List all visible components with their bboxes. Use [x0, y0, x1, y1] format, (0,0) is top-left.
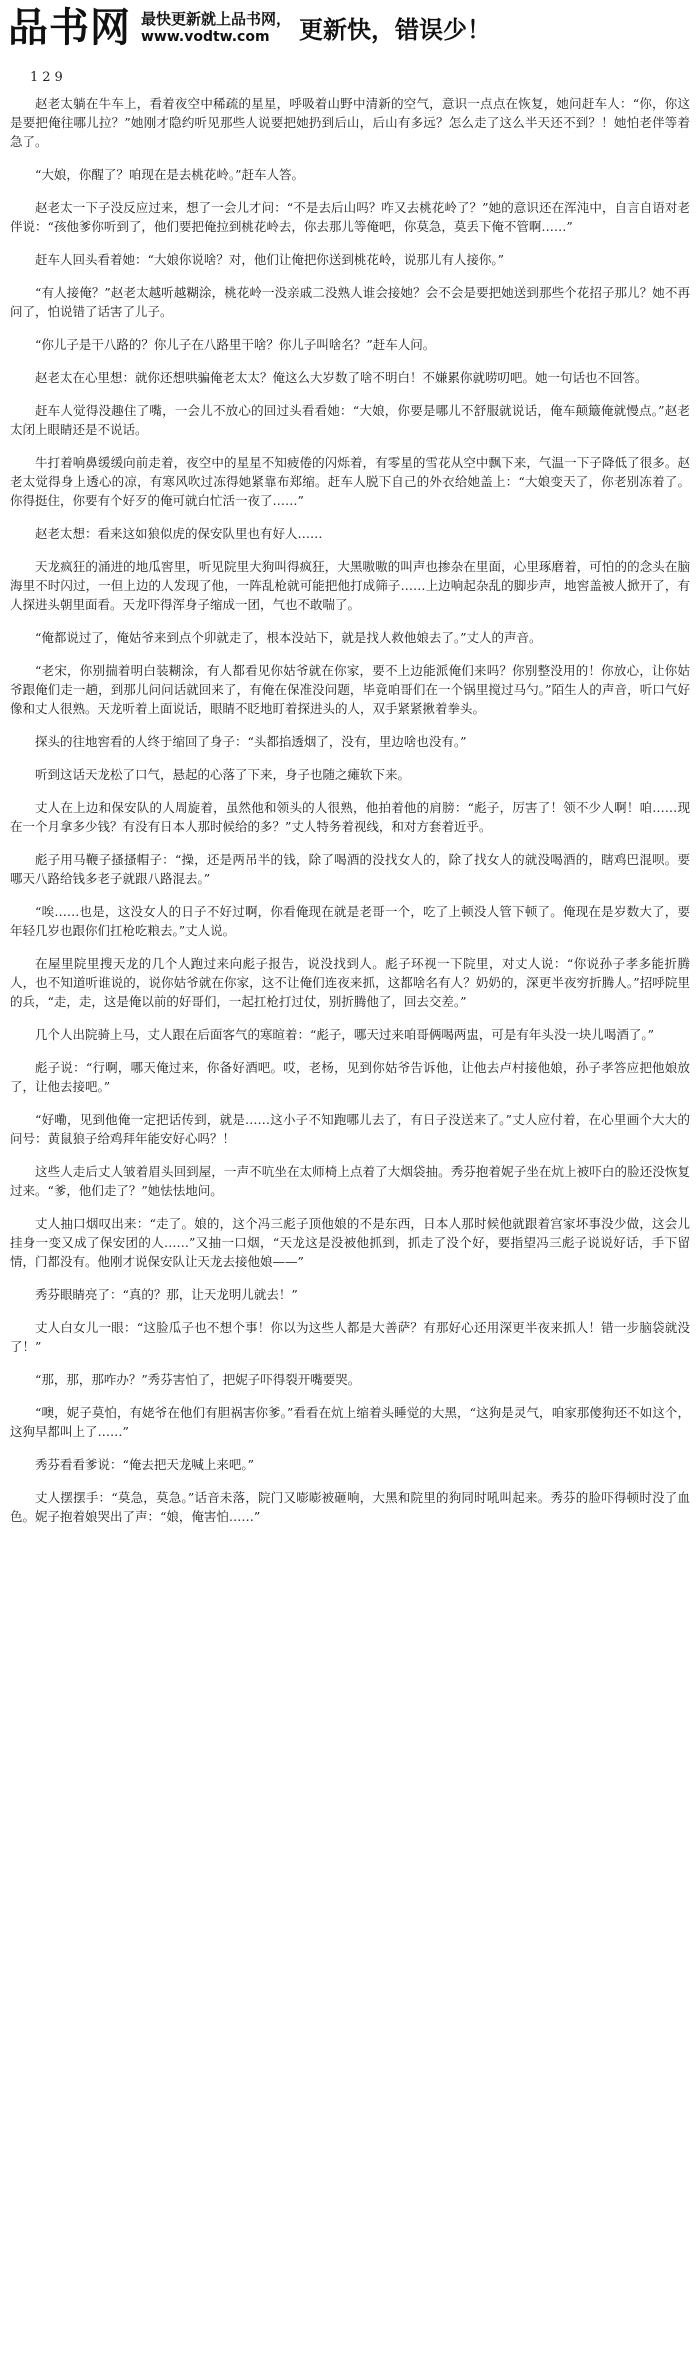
paragraph: 丈人抽口烟叹出来：“走了。娘的，这个冯三彪子顶他娘的不是东西，日本人那时候他就跟着宫家坏事没少做，这会儿挂身一变又成了保安团的人……”又抽一口烟，“天龙这是没被他抓到，抓走了没个好，要指望冯三彪子说说好话，手下留情，门都没有。他刚才说保安队让天龙去接他娘——”: [10, 1216, 690, 1269]
site-header: [0, 0, 700, 62]
chapter-number: 129: [30, 70, 67, 85]
site-slogan: 更新快，错误少！: [299, 16, 492, 44]
paragraph: “唉……也是，这没女人的日子不好过啊，你看俺现在就是老哥一个，吃了上顿没人管下顿了。俺现在是岁数大了，要年轻几岁也跟你们扛枪吃粮去。”丈人说。: [10, 904, 690, 938]
paragraph: 几个人出院骑上马，丈人跟在后面客气的寒暄着：“彪子，哪天过来咱哥俩喝两盅，可是有年头没一块儿喝酒了。”: [35, 1027, 655, 1042]
paragraph: 丈人白女儿一眼：“这脸瓜子也不想个事！你以为这些人都是大善萨？有那好心还用深更半夜来抓人！错一步脑袋就没了！”: [10, 1320, 690, 1354]
paragraph: 赶车人回头看着她：“大娘你说啥？对，他们让俺把你送到桃花岭，说那儿有人接你。”: [35, 252, 505, 267]
paragraph: 在屋里院里搜天龙的几个人跑过来向彪子报告，说没找到人。彪子环视一下院里，对丈人说：“你说孙子孝多能折腾人，也不知道听谁说的，说你姑爷就在你家，这不让俺们连夜来抓，这都啥名有人？奶奶的，深更半夜穷折腾人。”招呼院里的兵，“走，走，这是俺以前的好哥们，一起扛枪打过仗，别折腾他了，回去交差。”: [10, 956, 690, 1009]
paragraph: 秀芬眼睛亮了：“真的？那，让天龙明儿就去！”: [35, 1287, 298, 1302]
paragraph: “噢，妮子莫怕，有姥爷在他们有胆祸害你爹。”看看在炕上缩着头睡觉的大黑，“这狗是灵气，咱家那傻狗还不如这个，这狗早都叫上了……”: [10, 1405, 690, 1439]
paragraph: 听到这话天龙松了口气，悬起的心落了下来，身子也随之瘫软下来。: [35, 767, 411, 782]
paragraph: 丈人摆摆手：“莫急，莫急。”话音未落，院门又嘭嘭被砸响，大黑和院里的狗同时吼叫起来。秀芬的脸吓得顿时没了血色。妮子抱着娘哭出了声：“娘，俺害怕……”: [10, 1490, 690, 1524]
paragraph: 丈人在上边和保安队的人周旋着，虽然他和领头的人很熟，他拍着他的肩膀：“彪子，厉害了！领不少人啊！咱……现在一个月拿多少钱？有没有日本人那时候给的多？”丈人特务着视线，和对方套着近乎。: [10, 800, 690, 834]
site-url[interactable]: www.vodtw.com: [141, 29, 270, 45]
paragraph: 牛打着响鼻缓缓向前走着，夜空中的星星不知疲倦的闪烁着，有零星的雪花从空中飘下来，气温一下子降低了很多。赵老太觉得身上透心的凉，有寒风吹过冻得她紧靠布郑缩。赶车人脱下自己的外衣给她盖上：“大娘变天了，你老别冻着了。你得挺住，你要有个好歹的俺可就白忙活一夜了……”: [10, 455, 690, 508]
paragraph: “大娘，你醒了？咱现在是去桃花岭。”赶车人答。: [35, 167, 305, 182]
paragraph: “老宋，你别揣着明白装糊涂，有人都看见你姑爷就在你家，要不上边能派俺们来吗？你别整没用的！你放心，让你姑爷跟俺们走一趟，到那儿问问话就回来了，有俺在保准没问题，毕竟咱哥们在一个锅里搅过马勺。”陌生人的声音，听口气好像和丈人很熟。天龙听着上面说话，眼睛不眨地盯着探进头的人，双手紧紧揪着拳头。: [10, 663, 690, 716]
tagline-block: [141, 10, 291, 46]
paragraph: “你儿子是干八路的？你儿子在八路里干啥？你儿子叫啥名？”赶车人问。: [35, 337, 436, 352]
paragraph: 赶车人觉得没趣住了嘴，一会儿不放心的回过头看看她：“大娘，你要是哪儿不舒服就说话，俺车颠簸俺就慢点。”赵老太闭上眼睛还是不说话。: [10, 403, 690, 437]
paragraph: 探头的往地窖看的人终于缩回了身子：“头都掐透烟了，没有，里边啥也没有。”: [35, 734, 467, 749]
site-tagline: 最快更新就上品书网，: [141, 10, 292, 28]
chapter-content: [10, 94, 690, 1540]
paragraph: “有人接俺？”赵老太越听越糊涂，桃花岭一没亲戚二没熟人谁会接她？会不会是要把她送到那些个花招子那儿？她不再问了，怕说错了话害了儿子。: [10, 285, 690, 319]
paragraph: 赵老太一下子没反应过来，想了一会儿才问：“不是去后山吗？咋又去桃花岭了？”她的意识还在浑沌中，自言自语对老伴说：“孩他爹你听到了，他们要把俺拉到桃花岭去，你去那儿等俺吧，你莫急，莫丢下俺不管啊……”: [10, 200, 690, 234]
paragraph: 秀芬看看爹说：“俺去把天龙喊上来吧。”: [35, 1457, 255, 1472]
paragraph: 彪子说：“行啊，哪天俺过来，你备好酒吧。哎，老杨，见到你姑爷告诉他，让他去卢村接他娘，孙子孝答应把他娘放了，让他去接吧。”: [10, 1060, 690, 1094]
paragraph: 天龙疯狂的涌进的地瓜窖里，听见院里大狗叫得疯狂，大黑嗷嗷的叫声也掺杂在里面，心里琢磨着，可怕的的念头在脑海里不时闪过，一但上边的人发现了他，一阵乱枪就可能把他打成筛子……上边响起杂乱的脚步声，地窖盖被人掀开了，有人探进头朝里面看。天龙吓得浑身子缩成一团，气也不敢喘了。: [10, 559, 690, 612]
paragraph: “俺都说过了，俺姑爷来到点个卯就走了，根本没站下，就是找人救他娘去了。”丈人的声音。: [35, 630, 542, 645]
paragraph: 赵老太想：看来这如狼似虎的保安队里也有好人……: [35, 526, 323, 541]
paragraph: 彪子用马鞭子搔搔帽子：“操，还是两吊半的钱，除了喝酒的没找女人的，除了找女人的就没喝酒的，瞎鸡巴混呗。要哪天八路给钱多老子就跟八路混去。”: [10, 852, 690, 886]
paragraph: 赵老太在心里想：就你还想哄骗俺老太太？俺这么大岁数了啥不明白！不嫌累你就唠叨吧。她一句话也不回答。: [35, 370, 648, 385]
site-logo[interactable]: 品书网: [8, 5, 131, 51]
paragraph: “那，那，那咋办？”秀芬害怕了，把妮子吓得裂开嘴要哭。: [35, 1372, 361, 1387]
paragraph: “好嘞，见到他俺一定把话传到，就是……这小子不知跑哪儿去了，有日子没送来了。”丈人应付着，在心里画个大大的问号：黄鼠狼子给鸡拜年能安好心吗？！: [10, 1112, 690, 1146]
paragraph: 赵老太躺在牛车上，看着夜空中稀疏的星星，呼吸着山野中清新的空气，意识一点点在恢复，她问赶车人：“你，你这是要把俺往哪儿拉？”她刚才隐约听见那些人说要把她扔到后山，后山有多远？怎么走了这么半天还不到？！她怕老伴等着急了。: [10, 96, 690, 149]
paragraph: 这些人走后丈人皱着眉头回到屋，一声不吭坐在太师椅上点着了大烟袋抽。秀芬抱着妮子坐在炕上被吓白的脸还没恢复过来。“爹，他们走了？”她怯怯地问。: [10, 1164, 690, 1198]
